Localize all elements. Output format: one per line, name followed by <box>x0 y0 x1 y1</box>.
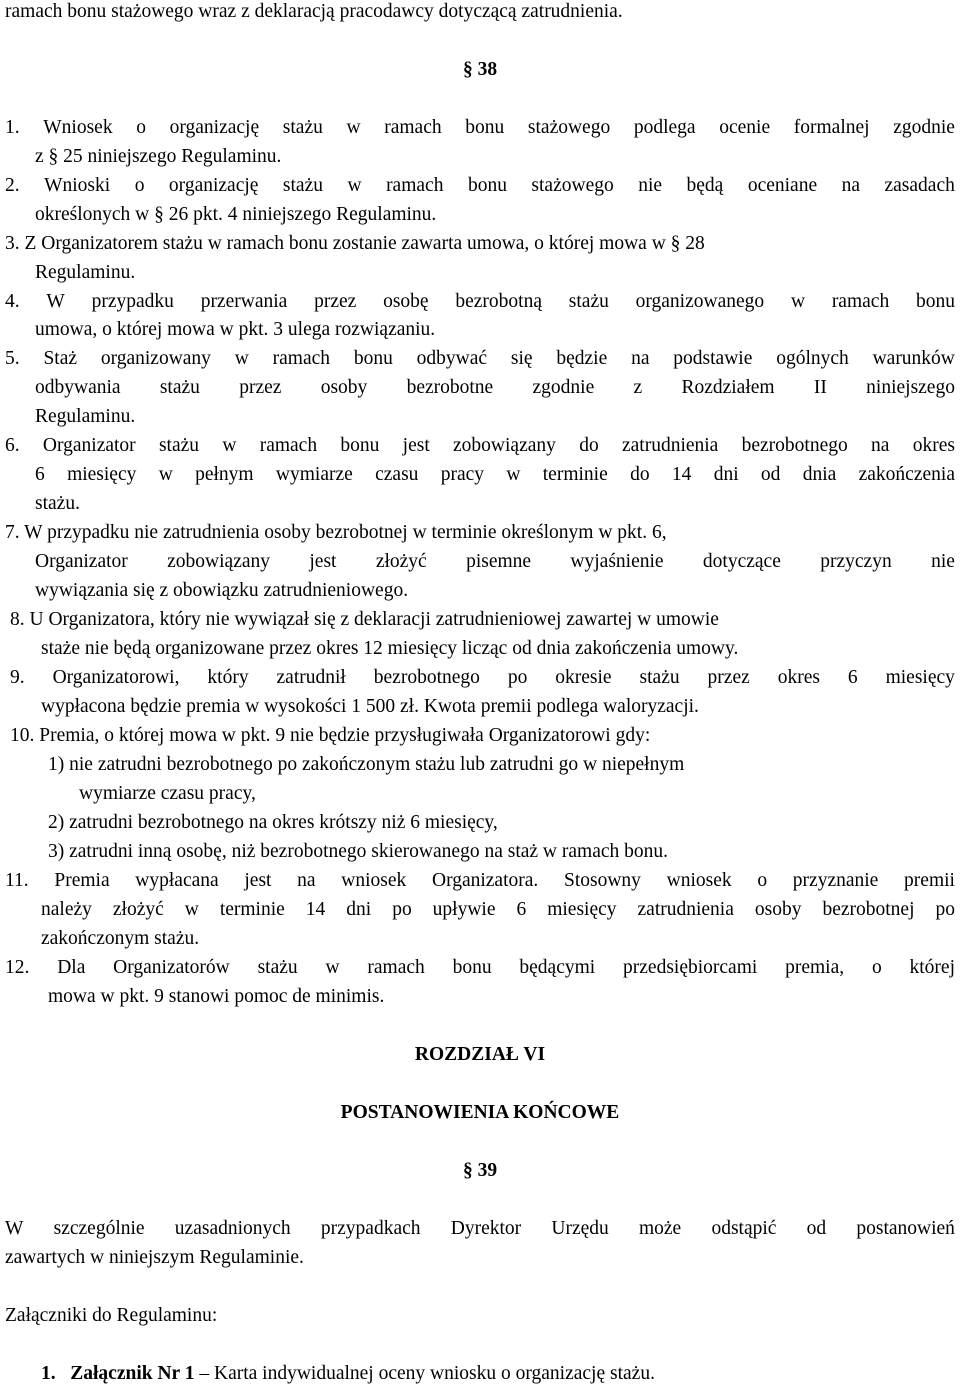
word: może <box>638 1218 682 1239</box>
word: nie <box>931 551 955 572</box>
word: osobę <box>383 291 429 312</box>
chapter-heading: ROZDZIAŁ VI <box>414 1044 546 1065</box>
word: 6 <box>516 899 527 920</box>
word: miesięcy <box>885 667 955 688</box>
word: W <box>46 291 65 312</box>
word: zakończenia <box>858 464 955 485</box>
word: zasadach <box>884 175 955 196</box>
word: bonu <box>353 348 393 369</box>
word: w <box>158 464 173 485</box>
word: Urzędu <box>551 1218 609 1239</box>
point-1-line-1 <box>5 116 955 140</box>
word: ramach <box>272 348 331 369</box>
word: Staż <box>43 348 78 369</box>
word: przyczyn <box>820 551 892 572</box>
point-3-line-1: 3. Z Organizatorem stażu w ramach bonu zostanie zawarta umowa, o której mowa w § 28 <box>5 233 705 254</box>
word: 5. <box>5 348 20 369</box>
word: który <box>207 667 249 688</box>
word: Premia <box>54 870 110 891</box>
word: II <box>813 377 827 398</box>
word: terminie <box>542 464 608 485</box>
word: będą <box>686 175 724 196</box>
section-38-heading: § 38 <box>462 59 498 80</box>
word: ramach <box>386 175 444 196</box>
word: uzasadnionych <box>174 1218 291 1239</box>
word: 14 <box>671 464 692 485</box>
word: po <box>507 667 528 688</box>
word: organizowany <box>100 348 211 369</box>
word: upływie <box>432 899 496 920</box>
word: będzie <box>556 348 608 369</box>
word: stażu <box>257 957 298 978</box>
word: zgodnie <box>893 117 955 138</box>
word: ogólnych <box>776 348 849 369</box>
word: o <box>757 870 768 891</box>
word: bezrobotnego <box>373 667 480 688</box>
word: 1. <box>5 117 20 138</box>
word: zatrudnienia <box>637 899 734 920</box>
word: jest <box>244 870 272 891</box>
word: stażu <box>159 377 200 398</box>
word: w <box>790 291 806 312</box>
word: stażu <box>639 667 680 688</box>
word: o <box>871 957 882 978</box>
word: po <box>935 899 955 920</box>
word: stażu <box>282 175 323 196</box>
point-4-line-2: umowa, o której mowa w pkt. 3 ulega rozwiązaniu. <box>35 319 436 340</box>
point-7-line-2 <box>35 550 955 574</box>
word: Rozdziałem <box>681 377 775 398</box>
word: Organizator <box>35 551 128 572</box>
point-8-line-2: staże nie będą organizowane przez okres 12 miesięcy licząc od dnia zakończenia umowy. <box>41 638 739 659</box>
word: przez <box>314 291 357 312</box>
word: na <box>841 175 861 196</box>
word: Dla <box>57 957 86 978</box>
word: o <box>134 175 145 196</box>
word: w <box>222 435 237 456</box>
word: nie <box>638 175 663 196</box>
point-4-line-1 <box>5 290 955 314</box>
word: podlega <box>633 117 696 138</box>
word: Organizatora. <box>431 870 539 891</box>
point-7-line-3: wywiązania się z obowiązku zatrudnieniowego. <box>35 580 409 601</box>
top-line: ramach bonu stażowego wraz z deklaracją pracodawcy dotyczącą zatrudnienia. <box>5 1 623 22</box>
word: po <box>392 899 412 920</box>
point-5-line-3: Regulaminu. <box>35 406 136 427</box>
word: 12. <box>5 957 30 978</box>
word: osoby <box>320 377 368 398</box>
word: bezrobotnego <box>741 435 848 456</box>
word: okresie <box>555 667 612 688</box>
point-5-line-1 <box>5 347 955 371</box>
point-2-line-1 <box>5 174 955 198</box>
word: terminie <box>219 899 285 920</box>
word: wypłacana <box>135 870 219 891</box>
point-11-line-3: zakończonym stażu. <box>41 928 200 949</box>
section-39-heading: § 39 <box>462 1160 498 1181</box>
final-provision-line-1 <box>5 1217 955 1241</box>
word: w <box>346 117 361 138</box>
word: dni <box>346 899 372 920</box>
attachment-1-description: – Karta indywidualnej oceny wniosku o organizację stażu. <box>194 1363 655 1384</box>
word: ramach <box>831 291 890 312</box>
chapter-title: POSTANOWIENIA KOŃCOWE <box>340 1102 620 1123</box>
word: okres <box>912 435 955 456</box>
point-10-line-1: 10. Premia, o której mowa w pkt. 9 nie będzie przysługiwała Organizatorowi gdy: <box>10 725 651 746</box>
point-10-sub-3: 3) zatrudni inną osobę, niż bezrobotnego skierowanego na staż w ramach bonu. <box>48 841 669 862</box>
word: podstawie <box>673 348 753 369</box>
word: w <box>325 957 340 978</box>
word: wymiarze <box>275 464 353 485</box>
word: na <box>871 435 890 456</box>
attachments-heading: Załączniki do Regulaminu: <box>5 1305 218 1326</box>
word: stażowego <box>527 117 611 138</box>
word: osoby <box>754 899 802 920</box>
word: Dyrektor <box>450 1218 522 1239</box>
attachment-1-name: Załącznik Nr 1 <box>70 1363 195 1384</box>
point-2-line-2: określonych w § 26 pkt. 4 niniejszego Regulaminu. <box>35 204 437 225</box>
word: premia, <box>785 957 845 978</box>
word: której <box>909 957 955 978</box>
word: do <box>579 435 599 456</box>
point-9-line-2: wypłacona będzie premia w wysokości 1 500 zł. Kwota premii podlega waloryzacji. <box>41 696 699 717</box>
word: bezrobotne <box>406 377 494 398</box>
word: bonu <box>452 957 492 978</box>
word: ramach <box>367 957 425 978</box>
word: pracy <box>440 464 485 485</box>
word: 6 <box>35 464 45 485</box>
word: przypadku <box>91 291 174 312</box>
word: 4. <box>5 291 20 312</box>
word: ramach <box>384 117 442 138</box>
point-7-line-1: 7. W przypadku nie zatrudnienia osoby bezrobotnej w terminie określonym w pkt. 6, <box>5 522 667 543</box>
word: pełnym <box>195 464 254 485</box>
word: ramach <box>259 435 318 456</box>
point-5-line-2 <box>35 376 955 400</box>
word: Organizatorowi, <box>52 667 180 688</box>
word: należy <box>41 899 92 920</box>
word: 9. <box>10 667 25 688</box>
word: w <box>234 348 249 369</box>
point-11-line-2 <box>41 898 955 922</box>
word: zatrudnił <box>276 667 346 688</box>
word: wniosek <box>666 870 732 891</box>
point-12-line-2: mowa w pkt. 9 stanowi pomoc de minimis. <box>48 986 385 1007</box>
word: w <box>184 899 199 920</box>
word: miesięcy <box>67 464 137 485</box>
word: stażu <box>158 435 200 456</box>
word: 14 <box>305 899 326 920</box>
word: o <box>136 117 146 138</box>
word: premii <box>904 870 955 891</box>
word: jest <box>309 551 337 572</box>
attachment-1 <box>41 1362 655 1386</box>
word: Wniosek <box>43 117 113 138</box>
word: przez <box>239 377 282 398</box>
point-9-line-1 <box>10 666 955 690</box>
word: bonu <box>340 435 380 456</box>
word: stażu <box>568 291 609 312</box>
word: wyjaśnienie <box>570 551 664 572</box>
word: przerwania <box>200 291 288 312</box>
word: zobowiązany <box>167 551 271 572</box>
word: dotyczące <box>702 551 781 572</box>
word: 6 <box>847 667 858 688</box>
word: odbywania <box>35 377 121 398</box>
word: niniejszego <box>866 377 955 398</box>
word: przyznanie <box>792 870 879 891</box>
word: złożyć <box>112 899 164 920</box>
word: przez <box>707 667 750 688</box>
point-8-line-1: 8. U Organizatora, który nie wywiązał się z deklaracji zatrudnieniowej zawartej w umowie <box>10 609 719 630</box>
point-1-line-2: z § 25 niniejszego Regulaminu. <box>35 146 282 167</box>
word: odbywać <box>416 348 488 369</box>
word: stażu <box>282 117 323 138</box>
word: W <box>5 1218 24 1239</box>
word: przedsiębiorcami <box>623 957 758 978</box>
word: bonu <box>465 117 505 138</box>
word: na <box>631 348 650 369</box>
word: okres <box>777 667 820 688</box>
word: 11. <box>5 870 29 891</box>
point-6-line-3: stażu. <box>35 493 80 514</box>
word: będącymi <box>519 957 596 978</box>
word: ocenie <box>719 117 771 138</box>
word: złożyć <box>375 551 427 572</box>
word: bezrobotnej <box>822 899 915 920</box>
point-11-line-1 <box>5 869 955 893</box>
word: 6. <box>5 435 20 456</box>
word: bonu <box>467 175 507 196</box>
word: stażowego <box>531 175 614 196</box>
word: od <box>760 464 781 485</box>
word: Organizator <box>42 435 136 456</box>
word: dnia <box>802 464 837 485</box>
point-10-sub-1-line-2: wymiarze czasu pracy, <box>79 783 256 804</box>
word: organizację <box>168 175 259 196</box>
point-6-line-1 <box>5 434 955 458</box>
word: w <box>506 464 521 485</box>
word: zobowiązany <box>453 435 556 456</box>
word: do <box>630 464 650 485</box>
word: zgodnie <box>532 377 595 398</box>
point-12-line-1 <box>5 956 955 980</box>
point-10-sub-1-line-1: 1) nie zatrudni bezrobotnego po zakończonym stażu lub zatrudni go w niepełnym <box>48 754 685 775</box>
word: na <box>297 870 316 891</box>
word: Wnioski <box>44 175 111 196</box>
word: organizację <box>169 117 260 138</box>
word: szczególnie <box>53 1218 145 1239</box>
word: bonu <box>915 291 955 312</box>
point-3-line-2: Regulaminu. <box>35 262 136 283</box>
word: czasu <box>375 464 419 485</box>
final-provision-line-2: zawartych w niniejszym Regulaminie. <box>5 1247 304 1268</box>
word: bezrobotną <box>455 291 542 312</box>
point-10-sub-2: 2) zatrudni bezrobotnego na okres krótszy niż 6 miesięcy, <box>48 812 498 833</box>
word: oceniane <box>747 175 818 196</box>
word: zatrudnienia <box>621 435 719 456</box>
point-6-line-2 <box>35 463 955 487</box>
word: 2. <box>5 175 20 196</box>
word: od <box>806 1218 827 1239</box>
word: postanowień <box>856 1218 955 1239</box>
word: wniosek <box>341 870 407 891</box>
word: warunków <box>872 348 955 369</box>
word: pisemne <box>466 551 532 572</box>
word: miesięcy <box>547 899 617 920</box>
word: organizowanego <box>635 291 765 312</box>
word: w <box>347 175 362 196</box>
word: z <box>633 377 643 398</box>
attachment-1-number: 1. <box>41 1363 56 1384</box>
word: jest <box>402 435 430 456</box>
word: się <box>510 348 533 369</box>
word: formalnej <box>793 117 870 138</box>
word: odstąpić <box>711 1218 777 1239</box>
word: Stosowny <box>564 870 641 891</box>
word: przypadkach <box>320 1218 421 1239</box>
word: Organizatorów <box>113 957 230 978</box>
word: dni <box>713 464 739 485</box>
